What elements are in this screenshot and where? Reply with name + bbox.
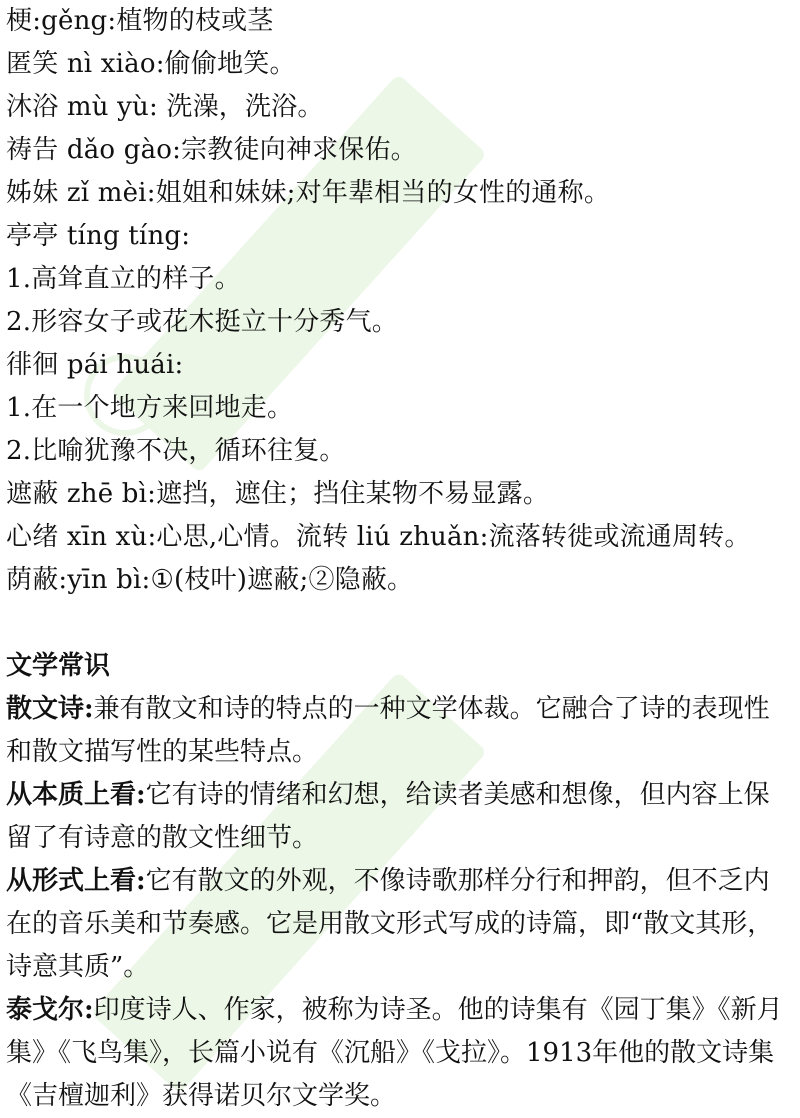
paragraph: [6, 774, 800, 860]
vocab-line: 荫蔽:yīn bì:①(枝叶)遮蔽;②隐蔽。: [6, 565, 414, 595]
vocab-line: 姊妹 zǐ mèi:姐姐和妹妹;对年辈相当的女性的通称。: [6, 178, 611, 208]
vocab-line: 遮蔽 zhē bì:遮挡，遮住；挡住某物不易显露。: [6, 479, 550, 509]
vocab-line: 亭亭 tíng tíng:: [6, 221, 191, 251]
paragraph-text: 印度诗人、作家，被称为诗圣。他的诗集有《园丁集》《新月集》《飞鸟集》，长篇小说有《沉船》《戈拉》。1913年他的散文诗集《吉檀迦利》获得诺贝尔文学奖。: [6, 995, 783, 1111]
blank-line: [6, 602, 800, 645]
paragraph: [6, 860, 800, 989]
vocab-line: 徘徊 pái huái:: [6, 350, 184, 380]
paragraph: [6, 688, 800, 774]
paragraph-text: 兼有散文和诗的特点的一种文学体裁。它融合了诗的表现性和散文描写性的某些特点。: [6, 694, 770, 767]
vocab-line: 1.高耸直立的样子。: [6, 264, 241, 294]
paragraph-term: 散文诗:: [6, 694, 94, 724]
vocab-line: 2.形容女子或花木挺立十分秀气。: [6, 307, 399, 337]
paragraph-term: 从形式上看:: [6, 866, 146, 896]
vocab-line: 祷告 dǎo gào:宗教徒向神求保佑。: [6, 135, 417, 165]
paragraph-term: 泰戈尔:: [6, 995, 94, 1025]
section-title: 文学常识: [6, 651, 111, 681]
paragraph: [6, 989, 800, 1118]
paragraph-text: 它有诗的情绪和幻想，给读者美感和想像，但内容上保留了有诗意的散文性细节。: [6, 780, 770, 853]
paragraph-text: 它有散文的外观，不像诗歌那样分行和押韵，但不乏内在的音乐美和节奏感。它是用散文形式写成的诗篇，即“散文其形，诗意其质”。: [6, 866, 774, 982]
vocab-line: 梗:gěng:植物的枝或茎: [6, 6, 274, 36]
vocab-line: 沐浴 mù yù: 洗澡，洗浴。: [6, 92, 324, 122]
vocab-line: 匿笑 nì xiào:偷偷地笑。: [6, 49, 296, 79]
vocab-line: 2.比喻犹豫不决，循环往复。: [6, 436, 346, 466]
paragraph-term: 从本质上看:: [6, 780, 146, 810]
vocab-line: 1.在一个地方来回地走。: [6, 393, 294, 423]
vocab-line: 心绪 xīn xù:心思,心情。流转 liú zhuǎn:流落转徙或流通周转。: [6, 522, 751, 552]
